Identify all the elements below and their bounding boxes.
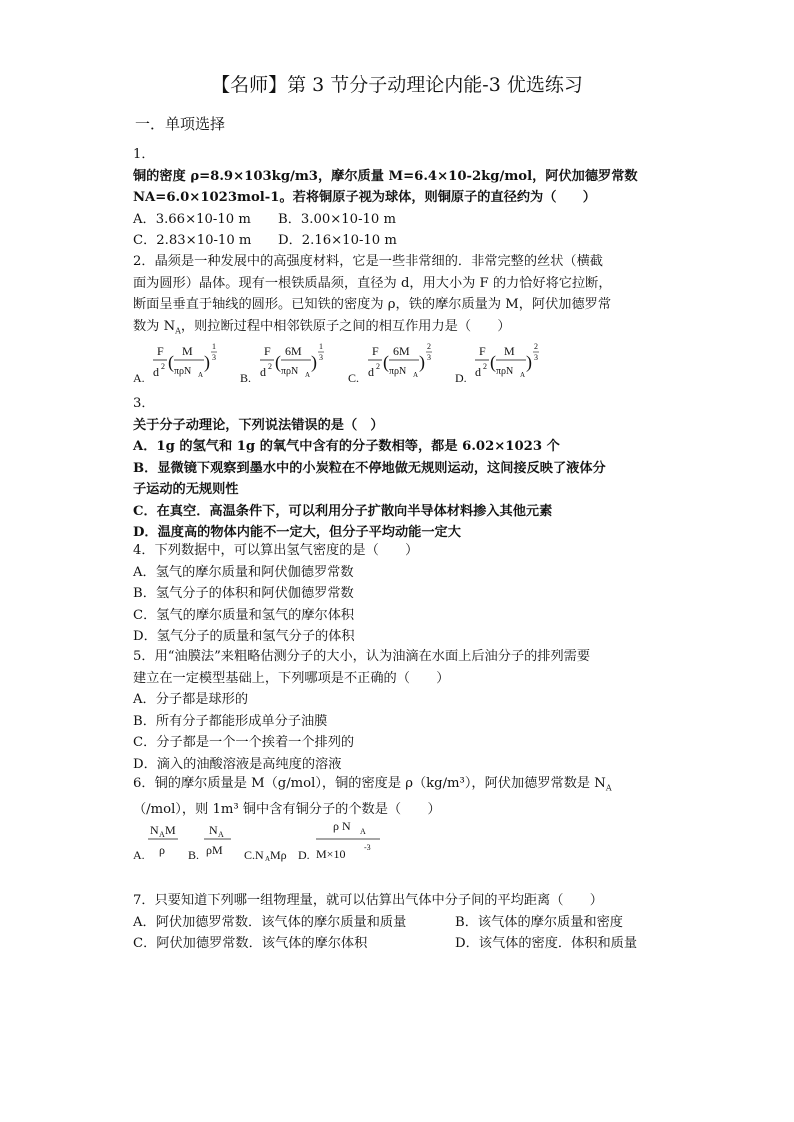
q2-d-den-sub: A — [520, 371, 526, 379]
q1-options-row2 — [133, 230, 663, 252]
q4-option-c: C．氢气的摩尔质量和氢气的摩尔体积 — [133, 607, 355, 623]
q7-option-d: D．该气体的密度．体积和质量 — [455, 936, 638, 951]
q2-line2: 面为圆形）晶体。现有一根铁质晶须，直径为 d，用大小为 F 的力恰好将它拉断， — [133, 275, 612, 291]
question-7 — [133, 890, 663, 955]
question-2 — [133, 251, 663, 342]
q1-option-c: C．2.83×10-10 m — [133, 233, 252, 248]
q2-b-6M: 6M — [285, 344, 302, 358]
q2-option-d-label: D. — [455, 371, 467, 385]
q2-option-b-label: B. — [240, 371, 252, 385]
q6-b-sub: A — [218, 830, 224, 839]
q4-option-a: A．氢气的摩尔质量和阿伏伽德罗常数 — [133, 564, 354, 580]
q2-b-lparen: ( — [275, 352, 281, 372]
q6-b-rhoM: ρM — [206, 843, 223, 857]
q6-a-sub: A — [159, 830, 165, 839]
q3-stem: 关于分子动理论，下列说法错误的是（ ） — [133, 417, 384, 433]
q2-d-exp-num: 2 — [534, 342, 538, 351]
q2-formula-options — [130, 338, 570, 388]
q2-line4-sub: A — [175, 326, 181, 336]
q2-b-d: d — [260, 365, 266, 379]
q2-a-lparen: ( — [168, 352, 174, 372]
q6-option-c-label: C.N — [244, 848, 264, 862]
q2-b-exp-den: 3 — [319, 353, 323, 362]
q2-a-d: d — [153, 365, 159, 379]
q2-a-sq: 2 — [161, 362, 165, 371]
q6-a-N: N — [150, 823, 159, 837]
q6-c-rest: Mρ — [270, 848, 287, 862]
q2-b-sq: 2 — [268, 362, 272, 371]
question-3 — [133, 393, 663, 544]
q2-d-exp-den: 3 — [534, 353, 538, 362]
q7-option-a: A．阿伏加德罗常数．该气体的摩尔质量和质量 — [133, 914, 407, 930]
q5-line1: 5．用“油膜法”来粗略估测分子的大小，认为油滴在水面上后油分子的排列需要 — [133, 649, 591, 664]
q2-line3: 断面呈垂直于轴线的圆形。已知铁的密度为 ρ，铁的摩尔质量为 M，阿伏加德罗常 — [133, 297, 612, 312]
q2-b-F: F — [264, 344, 271, 358]
q5-option-c: C．分子都是一个一个挨着一个排列的 — [133, 735, 355, 750]
q2-a-den: πρN — [174, 366, 192, 377]
q1-option-b: B．3.00×10-10 m — [278, 211, 397, 227]
q4-option-d: D．氢气分子的质量和氢气分子的体积 — [133, 629, 355, 644]
q2-c-F: F — [372, 344, 379, 358]
q2-b-rparen: ) — [311, 352, 317, 372]
q2-d-M: M — [504, 344, 515, 358]
q4-option-b: B．氢气分子的体积和阿伏伽德罗常数 — [133, 586, 354, 601]
q2-a-M: M — [182, 344, 193, 358]
q2-line4-rest: ，则拉断过程中相邻铁原子之间的相互作用力是（ ） — [180, 318, 511, 334]
q3-option-d: D．温度高的物体内能不一定大，但分子平均动能一定大 — [133, 525, 461, 540]
q6-line2: （/mol），则 1m³ 铜中含有铜分子的个数是（ ） — [133, 802, 441, 818]
q2-a-exp-den: 3 — [212, 353, 216, 362]
q6-c-sub: A — [265, 855, 271, 862]
question-4 — [133, 540, 663, 648]
q1-options-row1 — [133, 209, 663, 231]
q7-options-row1 — [133, 912, 663, 934]
q4-stem: 4．下列数据中，可以算出氢气密度的是（ ） — [133, 543, 419, 558]
q6-option-a-label: A. — [133, 848, 145, 862]
q6-line1 — [133, 773, 663, 799]
q5-option-b: B．所有分子都能形成单分子油膜 — [133, 713, 328, 729]
q6-line1-sub: A — [605, 783, 612, 793]
q3-option-b-line2: 子运动的无规则性 — [133, 482, 239, 497]
q6-d-den-exp: -3 — [364, 843, 371, 852]
q2-c-sq: 2 — [376, 362, 380, 371]
q2-c-rparen: ) — [419, 352, 425, 372]
q2-c-6M: 6M — [393, 344, 410, 358]
q7-options-row2 — [133, 933, 663, 955]
q5-line2: 建立在一定模型基础上，下列哪项是不正确的（ ） — [133, 670, 450, 686]
q2-a-F: F — [157, 344, 164, 358]
q1-number: 1． — [133, 147, 155, 162]
q6-a-M: M — [165, 823, 176, 837]
q1-stem-line2: NA=6.0×1023mol-1。若将铜原子视为球体，则铜原子的直径约为（ ） — [133, 190, 596, 205]
q5-option-a: A．分子都是球形的 — [133, 692, 249, 707]
q2-d-rparen: ) — [526, 352, 532, 372]
q2-d-F: F — [479, 344, 486, 358]
q2-c-exp-num: 2 — [427, 342, 431, 351]
q2-c-lparen: ( — [383, 352, 389, 372]
question-1 — [133, 144, 663, 252]
question-5 — [133, 646, 663, 775]
q2-c-d: d — [368, 365, 374, 379]
q2-c-exp-den: 3 — [427, 353, 431, 362]
q6-d-den: M×10 — [316, 847, 346, 861]
page-title: 【名师】第 3 节分子动理论内能-3 优选练习 — [211, 74, 583, 96]
q2-c-den: πρN — [389, 366, 407, 377]
q6-formula-options — [130, 812, 430, 862]
q2-option-c-label: C. — [348, 371, 360, 385]
q2-b-den-sub: A — [305, 371, 311, 379]
q1-option-a: A．3.66×10-10 m — [133, 211, 251, 227]
q2-a-den-sub: A — [198, 371, 204, 379]
q6-a-rho: ρ — [159, 843, 165, 857]
q3-number: 3． — [133, 396, 155, 411]
q2-c-den-sub: A — [413, 371, 419, 379]
q2-d-den: πρN — [496, 366, 514, 377]
q6-option-b-label: B. — [188, 848, 200, 862]
q3-option-a: A．1g 的氢气和 1g 的氧气中含有的分子数相等，都是 6.02×1023 个 — [133, 439, 560, 454]
q5-option-d: D．滴入的油酸溶液是高纯度的溶液 — [133, 756, 342, 772]
q6-d-num: ρ N — [333, 819, 351, 833]
q7-option-c: C．阿伏加德罗常数．该气体的摩尔体积 — [133, 936, 368, 951]
q2-b-exp-num: 1 — [319, 342, 323, 351]
q1-stem-line1: 铜的密度 ρ=8.9×103kg/m3，摩尔质量 M=6.4×10-2kg/mol，阿伏加德罗常数 — [133, 168, 638, 184]
q2-a-exp-num: 1 — [212, 342, 216, 351]
q6-d-num-sub: A — [360, 827, 366, 836]
q2-option-a-label: A. — [133, 371, 145, 385]
q1-option-d: D．2.16×10-10 m — [278, 233, 397, 248]
q2-b-den: πρN — [281, 366, 299, 377]
section-heading: 一．单项选择 — [135, 115, 226, 133]
q2-d-lparen: ( — [490, 352, 496, 372]
q6-line1-text: 6．铜的摩尔质量是 M（g/mol），铜的密度是 ρ（kg/m³），阿伏加德罗常数是 N — [133, 776, 606, 791]
q6-option-d-label: D. — [298, 848, 310, 862]
q2-d-sq: 2 — [483, 362, 487, 371]
q7-option-b: B．该气体的摩尔质量和密度 — [455, 914, 623, 930]
q3-option-b-line1: B．显微镜下观察到墨水中的小炭粒在不停地做无规则运动，这间接反映了液体分 — [133, 460, 606, 476]
q7-stem: 7．只要知道下列哪一组物理量，就可以估算出气体中分子间的平均距离（ ） — [133, 893, 603, 908]
q2-line4-text: 数为 N — [133, 318, 176, 334]
q2-a-rparen: ) — [204, 352, 210, 372]
q2-d-d: d — [475, 365, 481, 379]
q6-b-N: N — [209, 823, 218, 837]
q3-option-c: C．在真空．高温条件下，可以利用分子扩散向半导体材料掺入其他元素 — [133, 503, 553, 519]
q2-line1: 2．晶须是一种发展中的高强度材料，它是一些非常细的．非常完整的丝状（横截 — [133, 254, 603, 269]
